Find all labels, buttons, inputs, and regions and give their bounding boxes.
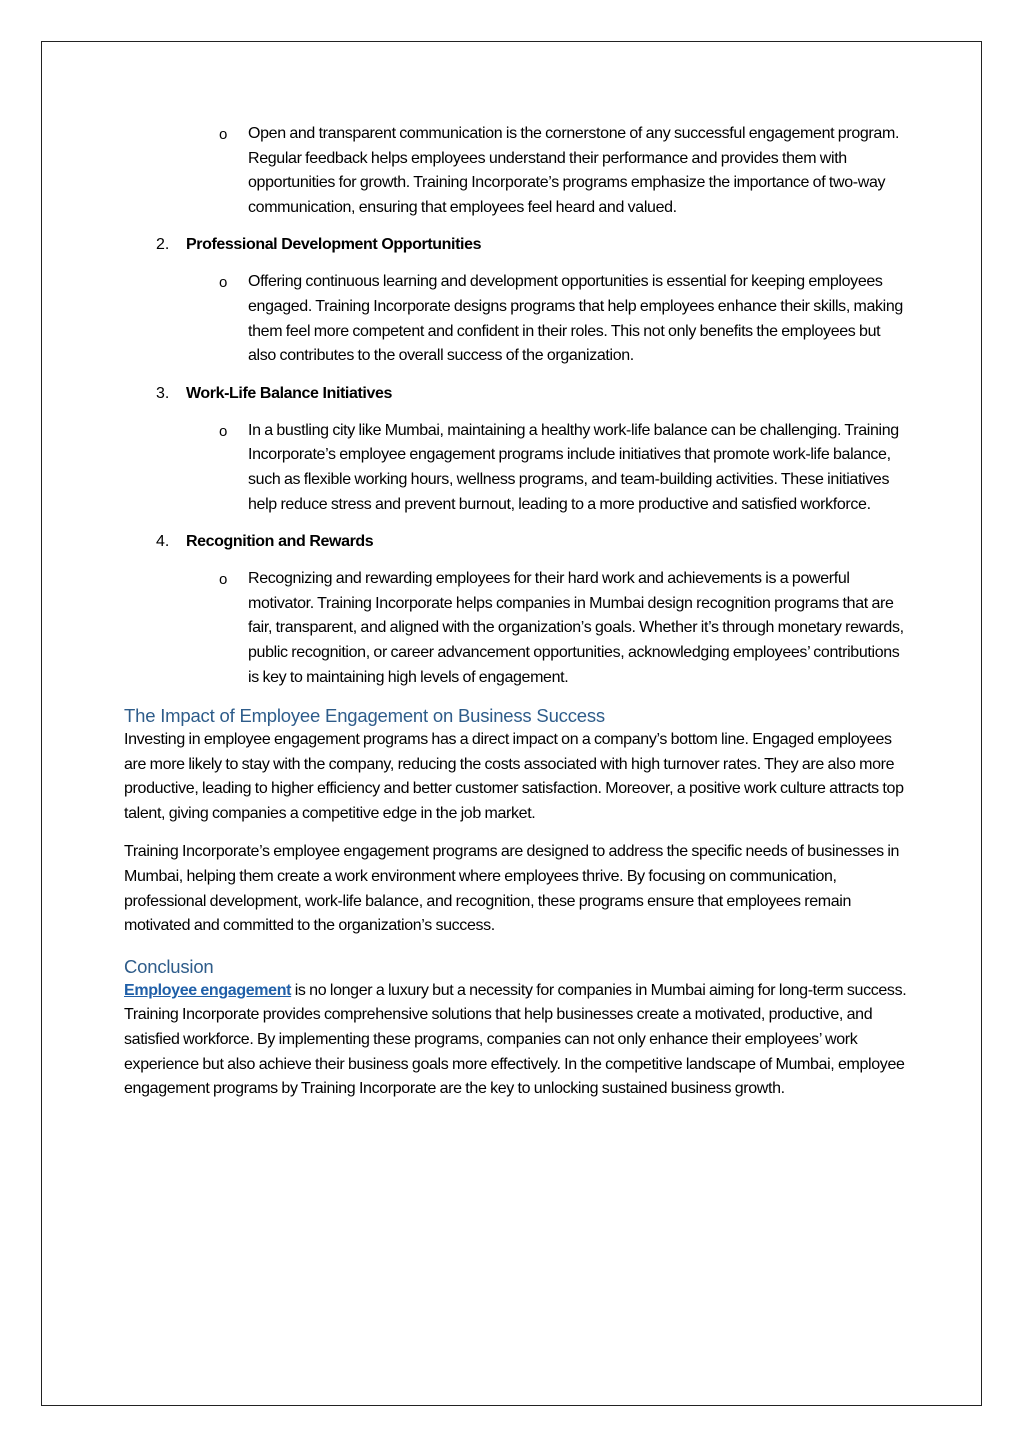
section-heading-impact: The Impact of Employee Engagement on Business Success (124, 705, 605, 727)
document-body (124, 122, 914, 1102)
list-title: Recognition and Rewards (186, 533, 374, 551)
numbered-heading-2 (156, 233, 914, 257)
list-number: 3. (156, 384, 170, 402)
bullet-marker: o (219, 571, 228, 589)
bullet-text: Offering continuous learning and development opportunities is essential for keeping employees engaged. Training Incorporate designs programs that help employees enhance their skills, making them feel more competent and confident in their roles. This not only benefits the employees but also contributes to the overall success of the organization. (248, 273, 903, 365)
numbered-heading-4 (156, 530, 914, 554)
conclusion-paragraph (124, 979, 914, 1102)
bullet-item-communication (219, 122, 914, 220)
section-heading-conclusion: Conclusion (124, 955, 214, 977)
numbered-heading-3 (156, 382, 914, 406)
bullet-marker: o (219, 422, 228, 440)
conclusion-text: is no longer a luxury but a necessity for companies in Mumbai aiming for long-term success. Training Incorporate provides comprehensive solutions that help businesses create a motivated, productive, and satisfied workforce. By implementing these programs, companies can not only enhance their employees’ work experience but also achieve their business goals more effectively. In the competitive landscape of Mumbai, employee engagement programs by Training Incorporate are the key to unlocking sustained business growth. (124, 981, 907, 1098)
list-title: Work-Life Balance Initiatives (186, 384, 392, 402)
impact-paragraph-1: Investing in employee engagement programs has a direct impact on a company’s bottom line. Engaged employees are more likely to stay with the company, reducing the costs associated with high turnover rates. They are also more productive, leading to higher efficiency and better customer satisfaction. Moreover, a positive work culture attracts top talent, giving companies a competitive edge in the job market. (124, 731, 904, 822)
bullet-marker: o (219, 126, 228, 143)
impact-paragraph-2: Training Incorporate’s employee engagement programs are designed to address the specific needs of businesses in Mumbai, helping them create a work environment where employees thrive. By focusing on communication, professional development, work-life balance, and recognition, these programs ensure that employees remain motivated and committed to the organization’s success. (124, 843, 900, 935)
list-title: Professional Development Opportunities (186, 236, 482, 254)
bullet-item-work-life-balance (219, 419, 914, 517)
bullet-item-recognition (219, 567, 914, 690)
bullet-text: Open and transparent communication is the cornerstone of any successful engagement program. Regular feedback helps employees understand their performance and provides them with opportunities for growth. Training Incorporate’s programs emphasize the importance of two-way communication, ensuring that employees feel heard and valued. (248, 125, 900, 216)
bullet-text: In a bustling city like Mumbai, maintaining a healthy work-life balance can be challenging. Training Incorporate’s employee engagement programs include initiatives that promote work-life balance, such as flexible working hours, wellness programs, and team-building activities. These initiatives help reduce stress and prevent burnout, leading to a more productive and satisfied workforce. (248, 421, 899, 513)
bullet-text: Recognizing and rewarding employees for their hard work and achievements is a powerful motivator. Training Incorporate helps companies in Mumbai design recognition programs that are fair, transparent, and aligned with the organization’s goals. Whether it’s through monetary rewards, public recognition, or career advancement opportunities, acknowledging employees’ contributions is key to maintaining high levels of engagement. (248, 570, 904, 686)
list-number: 4. (156, 533, 170, 551)
list-number: 2. (156, 236, 170, 254)
employee-engagement-link[interactable]: Employee engagement (124, 981, 292, 999)
bullet-marker: o (219, 274, 228, 292)
bullet-item-professional-development (219, 270, 914, 368)
